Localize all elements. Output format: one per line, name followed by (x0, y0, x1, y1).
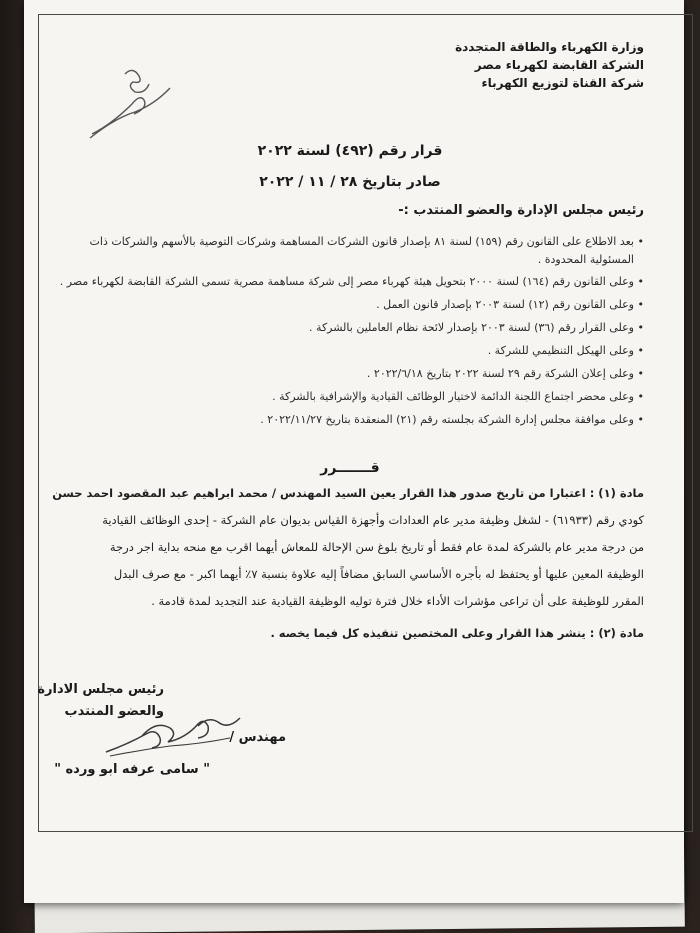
article-1-line-1: مادة (١) : اعتبارا من تاريخ صدور هذا القرار يعين السيد المهندس / محمد ابراهيم عبد المقصود احمد حسن (52, 486, 644, 500)
signature-engineer: مهندس / (229, 730, 286, 745)
consideration-3: • وعلى القانون رقم (١٢) لسنة ٢٠٠٣ بإصدار قانون العمل . (376, 298, 644, 311)
decision-number: قرار رقم (٤٩٢) لسنة ٢٠٢٢ (257, 143, 443, 159)
article-2: مادة (٢) : ينشر هذا القرار وعلى المختصين تنفيذه كل فيما يخصه . (270, 626, 644, 640)
consideration-1: • بعد الاطلاع على القانون رقم (١٥٩) لسنة ٨١ بإصدار قانون الشركات المساهمة وشركات التوصية بالأسهم والشركات ذات (90, 235, 644, 248)
consideration-4: • وعلى القرار رقم (٣٦) لسنة ٢٠٠٣ بإصدار لائحة نظام العاملين بالشركة . (309, 321, 644, 334)
decision-date: صادر بتاريخ ٢٨ / ١١ / ٢٠٢٢ (259, 174, 441, 190)
decides-heading: قـــــــرر (320, 460, 380, 476)
article-1-line-3: من درجة مدير عام بالشركة لمدة عام فقط أو تاريخ بلوغ سن الإحالة للمعاش أيهما اقرب مع منحه بداية اجر درجة (109, 540, 644, 554)
consideration-5: • وعلى الهيكل التنظيمي للشركة . (488, 344, 644, 357)
signature-title-1: رئيس مجلس الادارة (37, 682, 164, 697)
header-company: شركة القناة لتوزيع الكهرباء (481, 76, 644, 90)
consideration-1-cont: المسئولية المحدودة . (537, 253, 634, 266)
article-1-line-2: كودي رقم (٦١٩٣٣) - لشغل وظيفة مدير عام العدادات وأجهزة القياس بديوان عام الشركة - إحدى الوظائف القيادية (102, 513, 644, 527)
consideration-8: • وعلى موافقة مجلس إدارة الشركة بجلسته رقم (٢١) المنعقدة بتاريخ ٢٠٢٢/١١/٢٧ . (260, 413, 644, 426)
header-ministry: وزارة الكهرباء والطاقة المتجددة (455, 40, 644, 54)
consideration-2: • وعلى القانون رقم (١٦٤) لسنة ٢٠٠٠ بتحويل هيئة كهرباء مصر إلى شركة مساهمة مصرية تسمى الشركة القابضة لكهرباء مصر . (60, 275, 644, 288)
handwritten-signature (98, 706, 248, 766)
preamble: رئيس مجلس الإدارة والعضو المنتدب :- (398, 203, 644, 218)
consideration-6: • وعلى إعلان الشركة رقم ٢٩ لسنة ٢٠٢٢ بتاريخ ٢٠٢٢/٦/١٨ . (367, 367, 644, 380)
signature-title-2: والعضو المنتدب (64, 704, 164, 719)
signature-name: " سامى عرفه ابو ورده " (54, 762, 210, 777)
initials-signature (70, 60, 180, 150)
article-1-line-4: الوظيفة المعين عليها أو يحتفظ له بأجره الأساسي السابق مضافاً إليه علاوة بنسبة ٧٪ أيهما اكبر - مع صرف البدل (113, 567, 644, 581)
consideration-7: • وعلى محضر اجتماع اللجنة الدائمة لاختيار الوظائف القيادية والإشرافية بالشركة . (272, 390, 644, 403)
article-1-line-5: المقرر للوظيفة على أن تراعى مؤشرات الأداء خلال فترة توليه الوظيفة القيادية عند التجديد لمدة قادمة . (151, 594, 644, 608)
header-holding-company: الشركة القابضة لكهرباء مصر (474, 58, 644, 72)
